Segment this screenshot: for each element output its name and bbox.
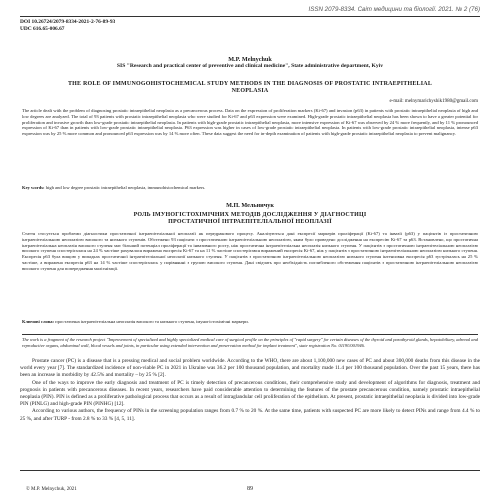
journal-header: ISSN 2079-8334. Світ медицини та біології. 2021. № 2 (76) [308, 6, 480, 13]
abstract-en: The article dealt with the problem of diagnosing prostatic intraepithelial neoplasia as a precancerous process. Data on the expression of proliferation markers (Ki-67) and invasion (p63) in patients with prostatic intraepithelial neoplasia of high and low degrees are analyzed. The total of 93 patients with prostatic intraepithelial neoplasia who were studied for Ki-67 and p63 expression were examined. High-grade prostatic intraepithelial neoplasia has been shown to have a greater potential for proliferation and invasive growth than low-grade prostatic intraepithelial neoplasia. In patients with high-grade prostatic intraepithelial neoplasia, more intensive expression of Ki-67 was observed by 24 % more frequently, and by 11 % pronounced expression of Ki-67 than in patients with low-grade prostatic intraepithelial neoplasia. P63 expression was higher in cases of low-grade prostatic intraepithelial neoplasia. In patients with low-grade prostatic intraepithelial neoplasia, intense p63 expression was by 25 % more common and pronounced p63 expression was by 14 % more often. These data suggest the need for in-depth examination of patients with high-grade prostatic intraepithelial neoplasia to prevent malignancy. [22, 108, 478, 137]
keywords-text-en: high and low degree prostatic intraepithelial neoplasia, immunohistochemical markers. [44, 185, 206, 190]
keywords-label-ua: Ключові слова: [22, 319, 55, 324]
introduction-text [20, 358, 480, 423]
header-rule [20, 16, 480, 17]
keywords-en [22, 185, 478, 191]
research-footnote: The work is a fragment of the research project "Improvement of specialized and highly specialized medical care of surgical profile on the principles of "rapid surgery" for certain diseases of the thyroid and parathyroid glands, hepatobiliary, adrenal and reproductive organs, abdominal wall, blood vessels and joints, in particular using extended intervention and preservation method for implant treatment", state registration No. 0119U001946. [22, 337, 478, 348]
keywords-ua [22, 319, 478, 325]
footer-rule [20, 470, 480, 471]
paragraph: One of the ways to improve the early diagnosis and treatment of PC is timely detection of precancerous conditions, their comprehensive study and development of algorithms for diagnosis, treatment and prognosis in patients with precancerous diseases. In recent years, researchers have paid considerable attention to determining the features of the prostate precancerous condition, namely prostatic intraepithelial neoplasia (PIN). PIN is defined as a proliferative pathological process that occurs as a result of intraglandular cell proliferation of the epithelium. At present, prostatic intraepithelial neoplasia is divided into low-grade PIN (PINLG) and high-grade PIN (PINHG) [12]. [20, 379, 480, 408]
keywords-text-ua: простатична інтраепітеліальна неоплазія високого та низького ступеня, імуногістохімічні маркери. [54, 319, 249, 324]
title-ua: РОЛЬ ІМУНОГІСТОХІМІЧНИХ МЕТОДІВ ДОСЛІДЖЕННЯ У ДІАГНОСТИЦІ ПРОСТАТИЧНОЇ ІНТРАЕПІТЕЛІАЛЬНОЇ НЕОПЛАЗІЇ [133, 212, 367, 225]
author-en: M.P. Melnychuk [228, 56, 272, 63]
udc: UDC 616.65-006.67 [20, 26, 65, 32]
affiliation-en: SIS "Research and practical center of preventive and clinical medicine", State administrative department, Kyiv [116, 63, 384, 69]
page-number: 89 [247, 486, 253, 492]
abstract-ua: Стаття стосується проблеми діагностики простатичної інтраепітеліальної неоплазії як передракового процесу. Аналізуються дані експресії маркерів проліферації (Ki-67) та інвазії (p63) у пацієнтів із простатичною інтраепітеліальною неоплазією високого та низького ступенів. Обстежено 93 пацієнти з простатичною інтраепітеліальною неоплазією, яким було проведено дослідження на експресію Ki-67 та p63. Встановлено, що простатична інтраепітеліальна неоплазія високого ступеня має більший потенціал проліферації та інвазивного росту, ніж простатична інтраепітеліальна неоплазія низького ступеня. У пацієнтів з простатичною інтраепітеліальною неоплазією високого ступеня спостерігалася на 24 % частіше рахувалася виражена експресія Ki-67 та на 11 % частіше спостерігався виражений експресія Ki-67, ніж у пацієнтів з простатичною інтраепітеліальною неоплазією низького ступеня. Експресія p63 була вищою у випадках простатичної інтраепітеліальної неоплазії низького ступеня. У пацієнтів з простатичною інтраепітеліальною неоплазією низького ступеня інтенсивна експресія p63 зустрічалась на 25 % частіше, а виражена експресія p63 на 14 % частіше спостерігалась у порівнянні з групою високого ступеня. Дані свідчать про необхідність поглибленого обстеження пацієнтів з простатичною інтраепітеліальною неоплазією високого ступеня для попередження малігнізації. [22, 231, 478, 271]
author-ua: М.П. Мельничук [226, 202, 274, 209]
doi: DOI 10.26724/2079-8334-2021-2-76-89-93 [20, 19, 116, 25]
copyright-text: © M.P. Melnychuk, 2021 [26, 487, 77, 492]
author-email: e-mail: melnymarichyshik1980@gmail.com [389, 99, 478, 104]
paragraph: Prostate cancer (PC) is a disease that is a pressing medical and social problem worldwide. According to the WHO, there are about 1,100,000 new cases of PC and about 300,000 deaths from this disease in the world every year [7]. The standardized incidence of non-viable PC in 2021 in Ukraine was 36.2 per 100 thousand population, and mortality made 11.4 per 100 thousand population. Over the past 15 years, there has been an increase in morbidity by 42.5% and mortality – by 25 % [2]. [20, 358, 480, 379]
footnote-rule [22, 334, 478, 335]
paragraph: According to various authors, the frequency of PINs in the screening population ranges from 0.7 % to 20 %. At the same time, patients with suspected PC are more likely to detect PINs and range from 4.4 % to 25 %, and after TURP - from 2.8 % to 33 % [4, 5, 11]. [20, 408, 480, 422]
title-en: THE ROLE OF IMMUNOGOHISTOCHEMICAL STUDY METHODS IN THE DIAGNOSIS OF PROSTATIC INTRAEPITHELIAL NEOPLASIA [67, 81, 433, 94]
keywords-label-en: Key words: [22, 185, 45, 190]
